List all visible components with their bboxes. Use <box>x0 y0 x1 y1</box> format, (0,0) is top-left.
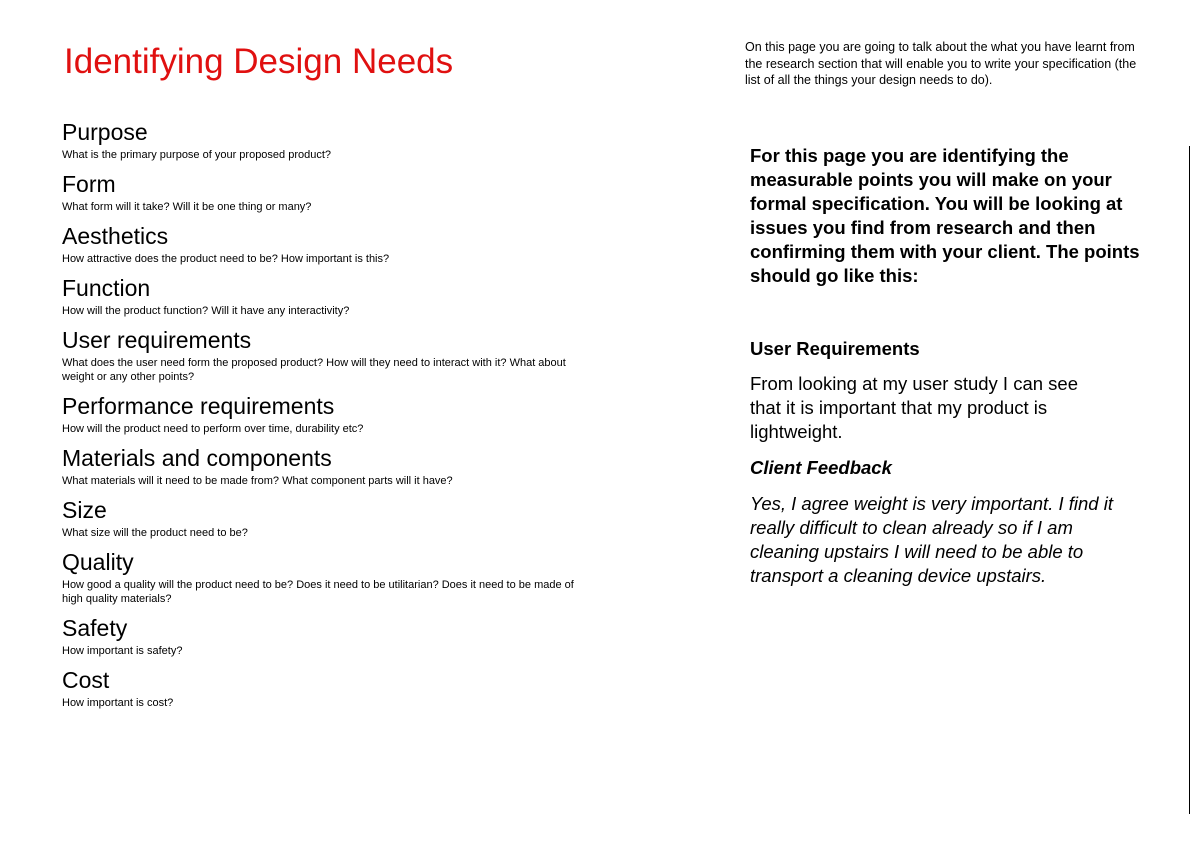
section-question: What does the user need form the proposed product? How will they need to interact with it? What about weight or any other points? <box>62 357 566 383</box>
section-materials-and-components <box>62 445 602 488</box>
section-question: How attractive does the product need to be? How important is this? <box>62 253 390 265</box>
section-question: What materials will it need to be made from? What component parts will it have? <box>62 475 453 487</box>
section-question: How good a quality will the product need to be? Does it need to be utilitarian? Does it need to be made of high quality materials? <box>62 579 574 605</box>
section-cost <box>62 667 602 710</box>
section-question: How important is safety? <box>62 645 183 657</box>
section-question: What form will it take? Will it be one thing or many? <box>62 201 312 213</box>
section-form <box>62 171 602 214</box>
user-requirements-heading: User Requirements <box>750 338 920 359</box>
section-heading: User requirements <box>62 327 252 353</box>
section-heading: Form <box>62 171 116 197</box>
section-heading: Safety <box>62 615 128 641</box>
section-heading: Performance requirements <box>62 393 335 419</box>
instructions-text: For this page you are identifying the measurable points you will make on your formal specification. You will be looking at issues you find from research and then confirming them with your client. The points should go like this: <box>750 145 1140 286</box>
section-question: What size will the product need to be? <box>62 527 248 539</box>
section-question: How will the product function? Will it have any interactivity? <box>62 305 350 317</box>
section-size <box>62 497 602 540</box>
section-question: How will the product need to perform over time, durability etc? <box>62 423 364 435</box>
section-heading: Size <box>62 497 107 523</box>
client-feedback-heading: Client Feedback <box>750 457 892 478</box>
section-heading: Materials and components <box>62 445 332 471</box>
section-quality <box>62 549 602 606</box>
page-title: Identifying Design Needs <box>64 42 454 81</box>
section-heading: Aesthetics <box>62 223 169 249</box>
client-feedback-text: Yes, I agree weight is very important. I find it really difficult to clean already so if I am cleaning upstairs I will need to be able to transport a cleaning device upstairs. <box>750 493 1113 586</box>
section-function <box>62 275 602 318</box>
section-question: What is the primary purpose of your proposed product? <box>62 149 332 161</box>
section-question: How important is cost? <box>62 697 174 709</box>
section-performance-requirements <box>62 393 602 436</box>
section-heading: Function <box>62 275 151 301</box>
user-requirements-text: From looking at my user study I can see that it is important that my product is lightweight. <box>750 373 1078 442</box>
intro-text: On this page you are going to talk about the what you have learnt from the research section that will enable you to write your specification (the list of all the things your design needs to do). <box>745 40 1137 87</box>
section-user-requirements <box>62 327 602 384</box>
right-border-line <box>1189 146 1190 814</box>
section-heading: Purpose <box>62 119 148 145</box>
section-heading: Quality <box>62 549 134 575</box>
section-heading: Cost <box>62 667 110 693</box>
section-aesthetics <box>62 223 602 266</box>
section-purpose <box>62 119 602 162</box>
section-safety <box>62 615 602 658</box>
